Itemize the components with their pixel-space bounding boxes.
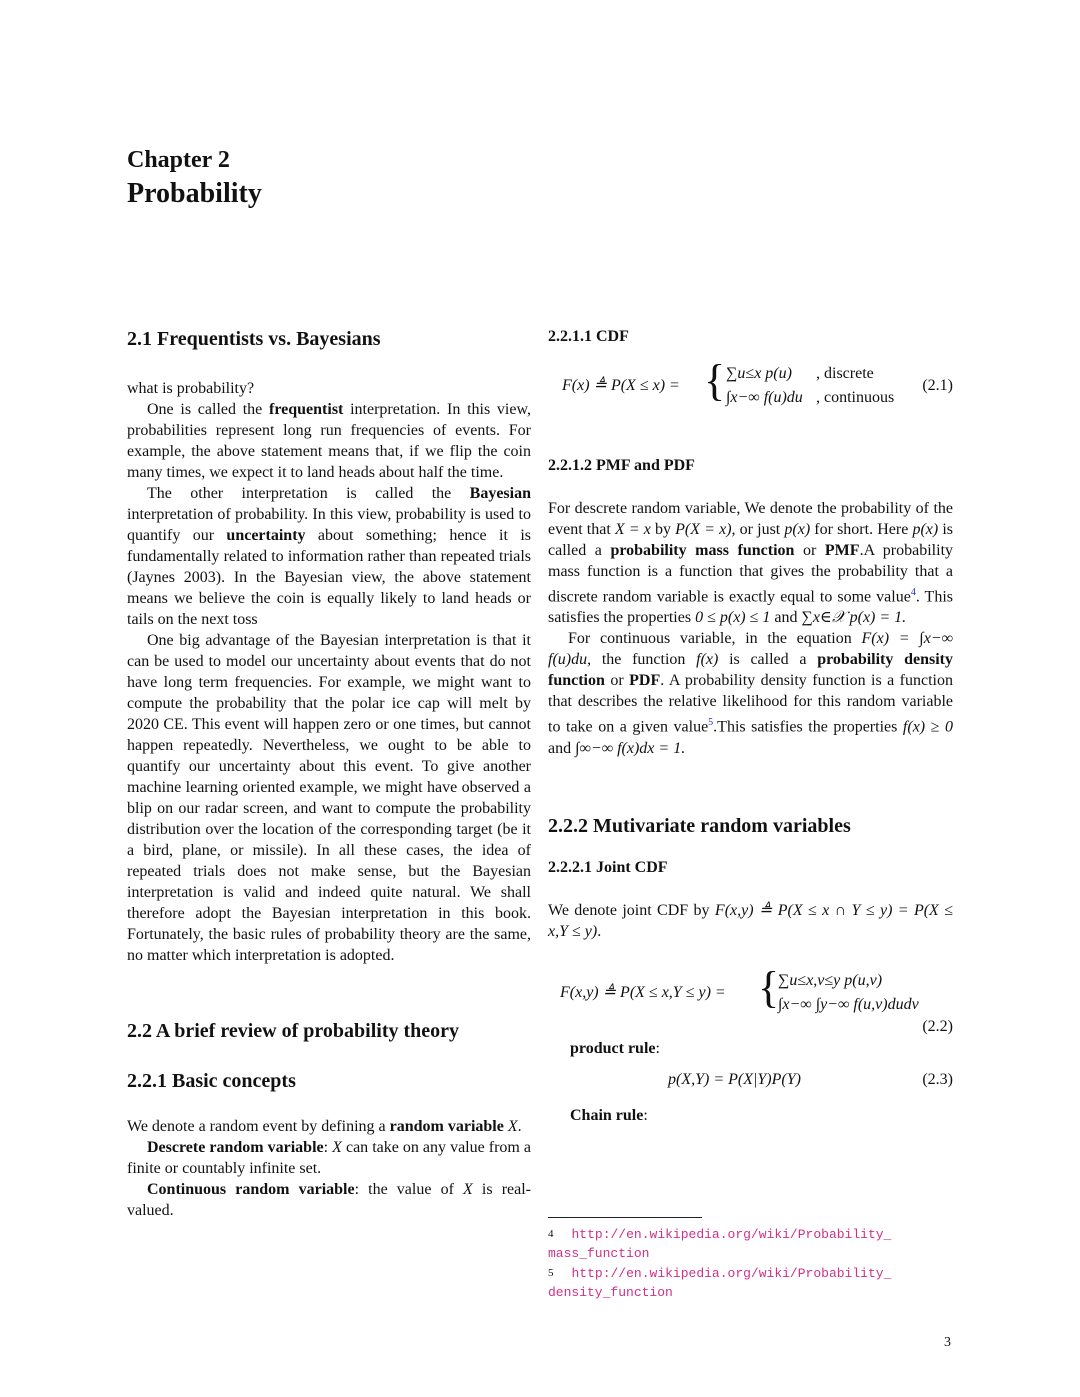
footnote-number: 5 — [548, 1267, 554, 1279]
equation-2-1 — [548, 357, 953, 417]
section-2-1-heading: 2.1 Frequentists vs. Bayesians — [127, 328, 381, 350]
equation-lhs: F(x) ≜ P(X ≤ x) = — [562, 377, 680, 394]
chain-rule-label: Chain rule: — [570, 1106, 648, 1124]
paragraph: Continuous random variable: the value of X is real-valued. — [127, 1181, 531, 1219]
paragraph: Descrete random variable: X can take on any value from a finite or countably infinite set. — [127, 1139, 532, 1177]
section-2-2-heading: 2.2 A brief review of probability theory — [127, 1020, 460, 1042]
equation-case: ∫x−∞ f(u)du — [726, 389, 803, 406]
paragraph: One big advantage of the Bayesian interpretation is that it can be used to model our uncertainty about events that do not have long term frequencies. For example, we might want to compute the probability that the polar ice cap will melt by 2020 CE. This event will happen zero or one times, but cannot happen repeatedly. Nevertheless, we ought to be able to quantify our uncertainty about this event. To give another machine learning oriented example, we might have observed a blip on our radar screen, and want to compute the probability distribution over the location of the corresponding target (be it a bird, plane, or missile). In all these cases, the idea of repeated trials does not make sense, but the Bayesian interpretation is valid and indeed quite natural. We shall therefore adopt the Bayesian interpretation in this book. Fortunately, the basic rules of probability theory are the same, no matter which interpretation is adopted. — [127, 632, 531, 964]
equation-number: (2.3) — [922, 1070, 953, 1088]
equation-number: (2.2) — [922, 1017, 953, 1035]
equation-case: ∑u≤x,v≤y p(u,v) — [778, 971, 883, 989]
footnote-number: 4 — [548, 1228, 554, 1240]
equation-case: ∑u≤x p(u) — [726, 365, 792, 382]
equation-case-label: , discrete — [816, 365, 874, 382]
footnote-ref-5[interactable]: 5 — [708, 717, 714, 729]
equation-case-label: , continuous — [816, 389, 895, 406]
right-column — [548, 326, 953, 1126]
chapter-title: Probability — [127, 178, 262, 209]
footnote-4 — [548, 1225, 958, 1263]
left-column — [127, 326, 531, 1221]
equation-case: ∫x−∞ ∫y−∞ f(u,v)dudv — [778, 995, 919, 1013]
footnote-link[interactable]: density_function — [548, 1285, 673, 1300]
section-2-2-1-1-heading: 2.2.1.1 CDF — [548, 328, 629, 345]
chapter-label: Chapter 2 — [127, 147, 230, 173]
footnote-link[interactable]: http://en.wikipedia.org/wiki/Probability_ — [571, 1266, 892, 1281]
footnote-5 — [548, 1264, 958, 1302]
paragraph: For descrete random variable, We denote the probability of the event that X = x by P(X = x), or just p(x) for short. Here p(x) is called a probability mass function or PMF.A probability mass function is a function that gives the probability that a discrete random variable is exactly equal to some value$^4$. This satisfies the properties 0 ≤ p(x) ≤ 1 and ∑x∈𝒳 p(x) = 1. — [548, 500, 954, 627]
footnote-divider — [548, 1217, 702, 1218]
equation-body: p(X,Y) = P(X|Y)P(Y) — [668, 1070, 801, 1088]
product-rule-label: product rule: — [570, 1039, 660, 1057]
footnote-link[interactable]: http://en.wikipedia.org/wiki/Probability_ — [571, 1227, 892, 1242]
paragraph: We denote a random event by defining a random variable X. — [127, 1118, 522, 1135]
equation-2-2 — [548, 962, 953, 1038]
paragraph: We denote joint CDF by F(x,y) ≜ P(X ≤ x ∩ Y ≤ y) = P(X ≤ x,Y ≤ y). — [548, 901, 953, 940]
page-number: 3 — [944, 1335, 951, 1350]
section-2-2-2-heading: 2.2.2 Mutivariate random variables — [548, 814, 851, 837]
brace-icon: { — [758, 962, 780, 1012]
paragraph: what is probability? — [127, 380, 255, 397]
footnote-ref-4[interactable]: 4 — [910, 587, 916, 598]
paragraph: One is called the frequentist interpretation. In this view, probabilities represent long run frequencies of events. For example, the above statement means that, if we flip the coin many times, we expect it to land heads about half the time. — [127, 401, 531, 481]
equation-number: (2.1) — [922, 377, 953, 394]
section-2-2-2-1-heading: 2.2.2.1 Joint CDF — [548, 858, 668, 876]
equation-2-3 — [548, 1059, 953, 1099]
section-2-2-1-heading: 2.2.1 Basic concepts — [127, 1070, 296, 1092]
paragraph: For continuous variable, in the equation F(x) = ∫x−∞ f(u)du, the function f(x) is called a probability density function or PDF. A probability density function is a function that describes the relative likelihood for this random variable to take on a given value$^5$.This satisfies the properties f(x) ≥ 0 and ∫∞−∞ f(x)dx = 1. — [548, 630, 954, 757]
paragraph: The other interpretation is called the Bayesian interpretation of probability. In this view, probability is used to quantify our uncertainty about something; hence it is fundamentally related to information rather than repeated trials (Jaynes 2003). In the Bayesian view, the above statement means we believe the coin is equally likely to land heads or tails on the next toss — [127, 485, 531, 628]
footnote-link[interactable]: mass_function — [548, 1246, 650, 1261]
brace-icon: { — [704, 356, 726, 405]
equation-lhs: F(x,y) ≜ P(X ≤ x,Y ≤ y) = — [560, 983, 726, 1001]
section-2-2-1-2-heading: 2.2.1.2 PMF and PDF — [548, 457, 695, 474]
